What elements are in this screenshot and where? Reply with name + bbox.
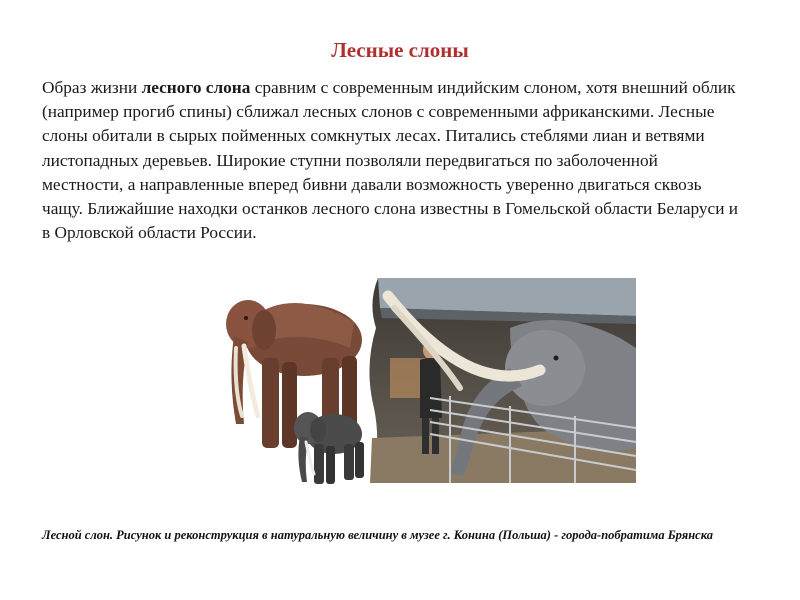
elephant-illustration [222, 278, 370, 496]
calf-elephant-drawing [294, 412, 364, 484]
paragraph-emphasis: лесного слона [141, 78, 251, 97]
museum-reconstruction-photo [360, 278, 636, 483]
paragraph-rest: сравним с современным индийским слоном, хотя внешний облик (например прогиб спины) сближал лесных слонов с современными африканскими. Лесные слоны обитали в сырых пойменных сомкнутых лесах. Питались стеблями лиан и ветвями листопадных деревьев. Широкие ступни позволяли передвигаться по заболоченной местности, а направленные вперед бивни давали возможность уверенно двигаться сквозь чащу. Ближайшие находки останков лесного слона известны в Гомельской области Беларуси и в Орловской области России. [42, 78, 739, 243]
paragraph-intro: Образ жизни [42, 78, 142, 97]
image-caption: Лесной слон. Рисунок и реконструкция в натуральную величину в музее г. Конина (Польша) - города-побратима Брянска [42, 528, 713, 542]
slide-title: Лесные слоны [331, 38, 469, 62]
body-paragraph [42, 76, 742, 245]
